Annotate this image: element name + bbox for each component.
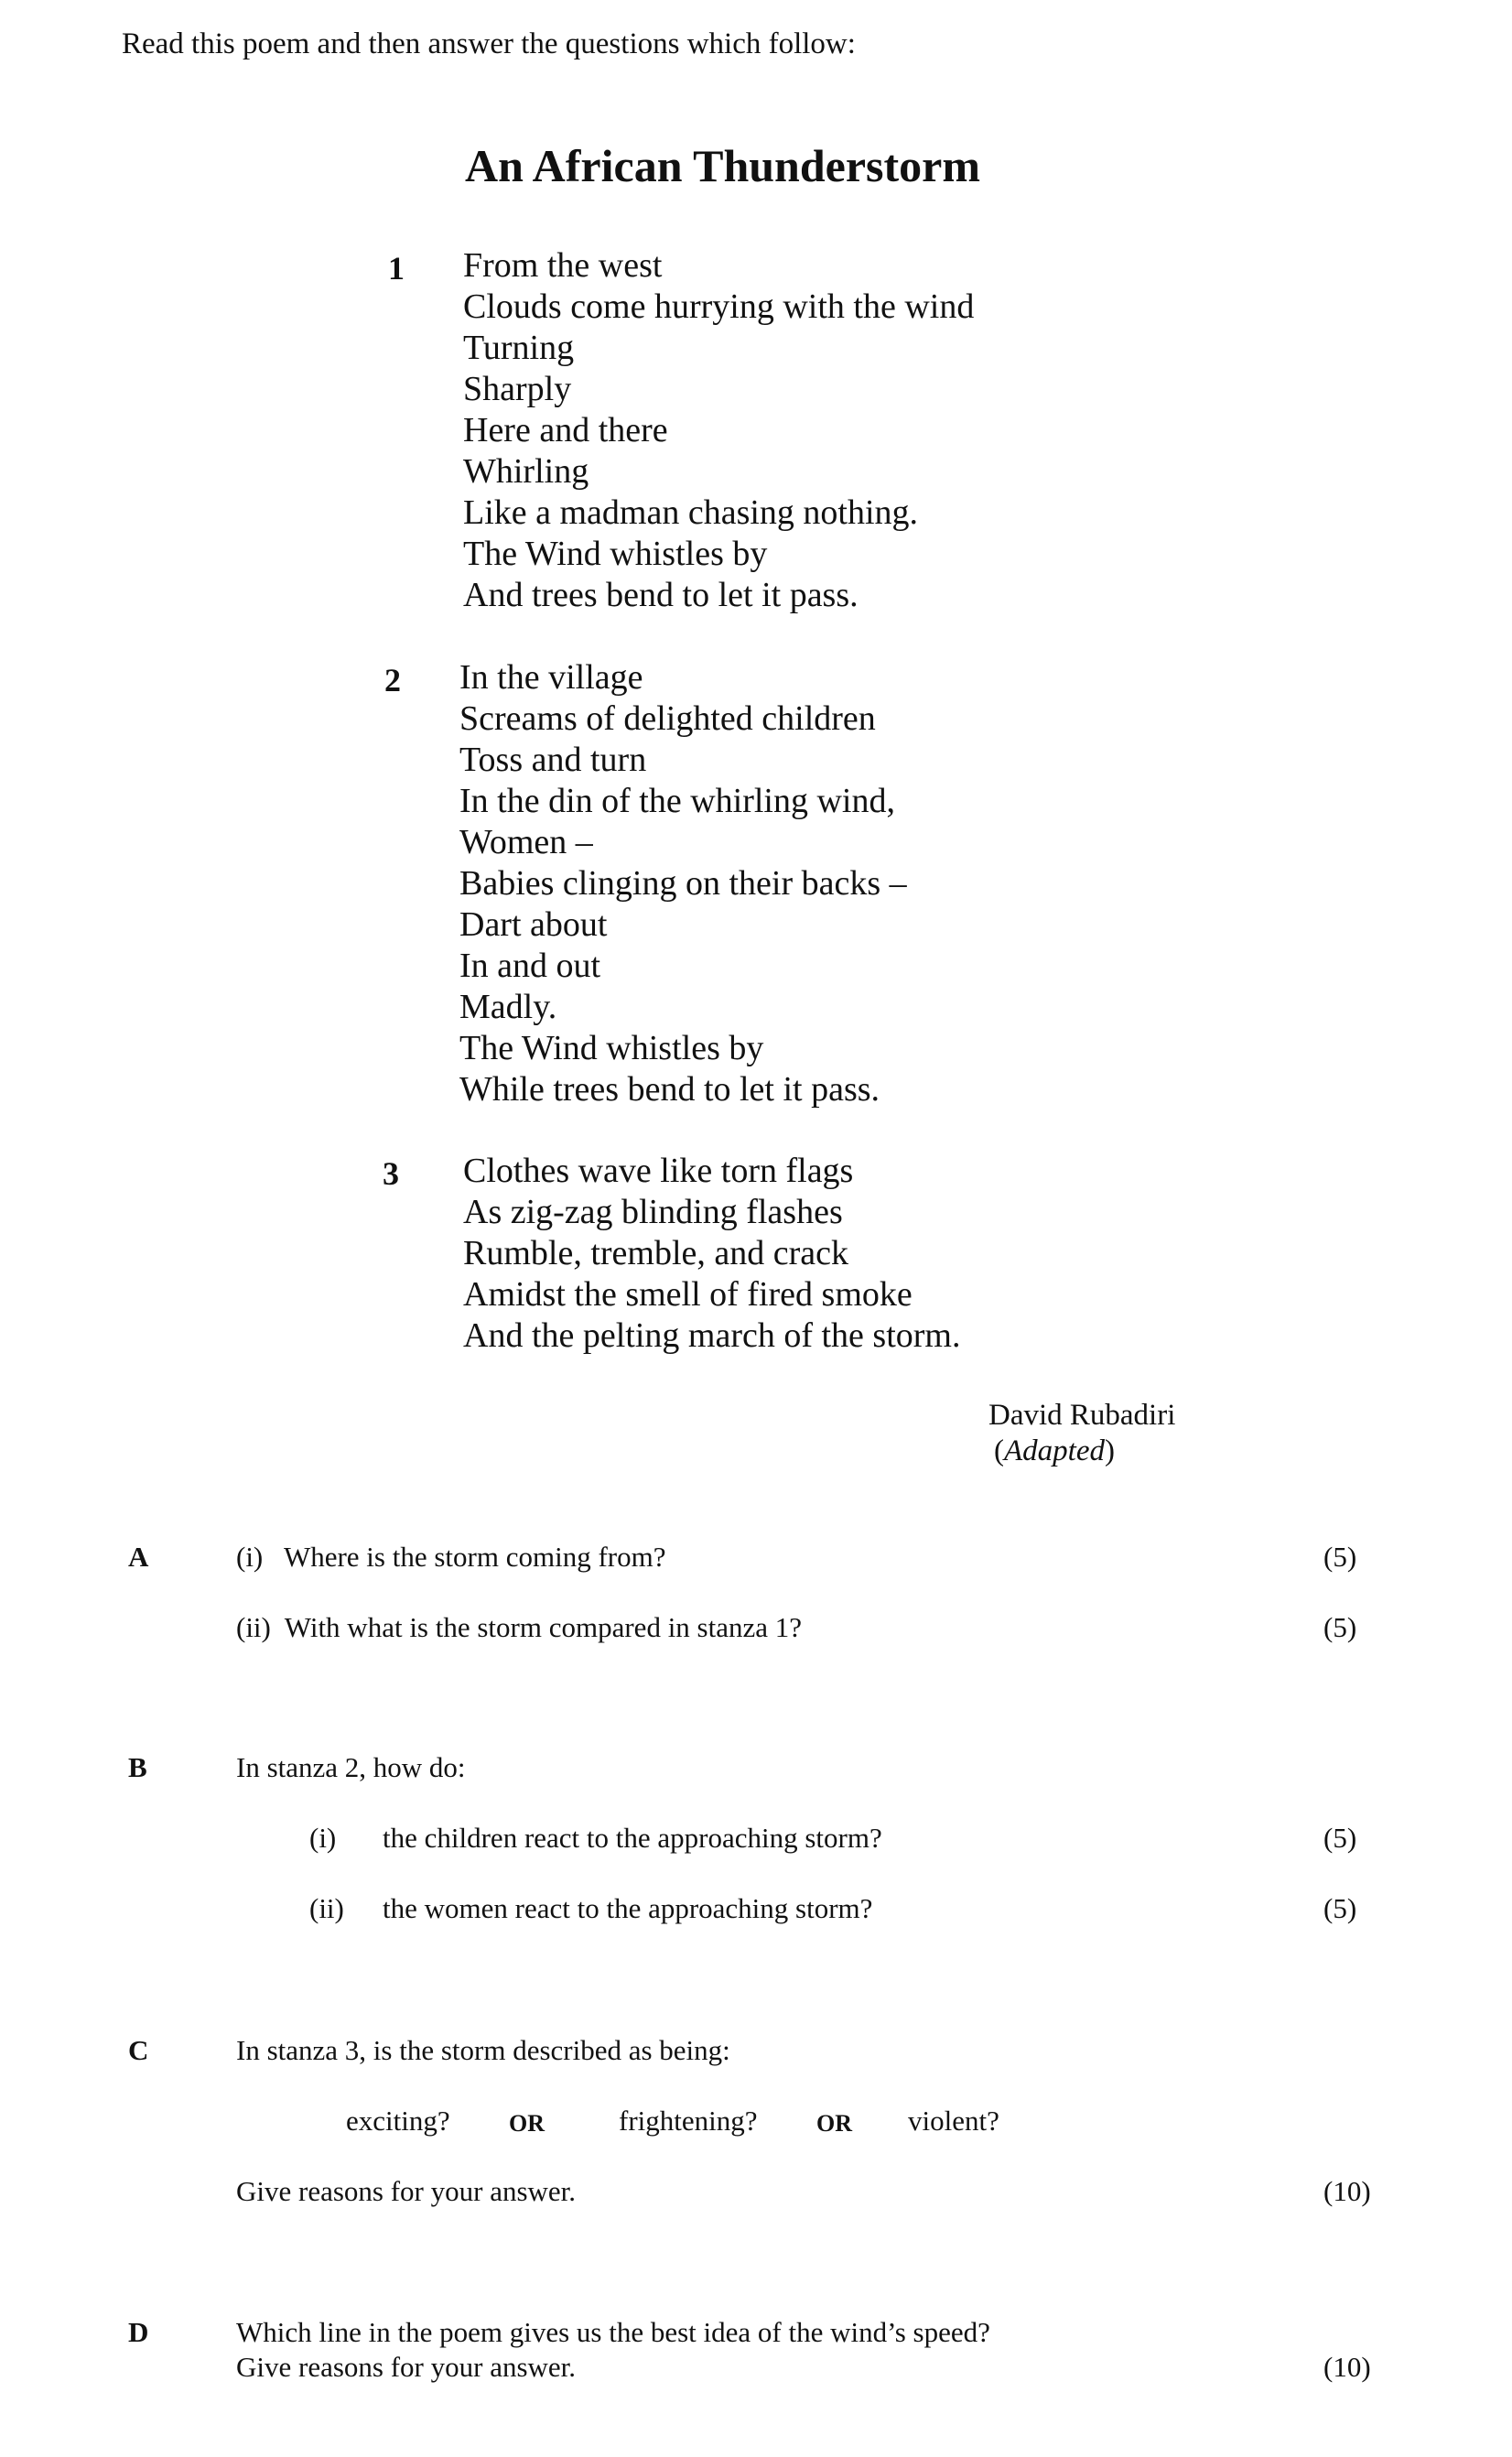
question-d-line1: Which line in the poem gives us the best idea of the wind’s speed? <box>236 2316 990 2348</box>
poem-line: Like a madman chasing nothing. <box>463 493 919 532</box>
poem-line: Amidst the smell of fired smoke <box>463 1275 913 1314</box>
poem-line: While trees bend to let it pass. <box>459 1070 880 1109</box>
poem-line: As zig-zag blinding flashes <box>463 1193 843 1231</box>
stanza-3 <box>463 1151 961 1357</box>
poem-line: Sharply <box>463 370 572 408</box>
poem-line: Clothes wave like torn flags <box>463 1152 854 1190</box>
poem-line: In and out <box>459 947 601 985</box>
stanza-number-3: 3 <box>383 1155 399 1192</box>
question-d-letter: D <box>128 2316 149 2348</box>
question-b-ii: the women react to the approaching storm? <box>383 1892 873 1924</box>
question-c-marks: (10) <box>1323 2175 1371 2207</box>
poem-line: Madly. <box>459 988 557 1026</box>
question-a-ii: (ii) With what is the storm compared in stanza 1? <box>236 1611 803 1643</box>
poem-line: The Wind whistles by <box>463 535 768 573</box>
adapted-text: Adapted <box>1004 1434 1105 1467</box>
question-c-letter: C <box>128 2034 149 2066</box>
option-violent: violent? <box>908 2105 999 2137</box>
stanza-2 <box>459 657 907 1110</box>
question-b-ii-label: (ii) <box>309 1892 344 1924</box>
poem-line: And trees bend to let it pass. <box>463 576 859 614</box>
poem-line: Here and there <box>463 411 668 449</box>
question-b-i-label: (i) <box>309 1822 337 1854</box>
poem-line: Clouds come hurrying with the wind <box>463 287 975 326</box>
or-separator: OR <box>816 2110 852 2137</box>
adapted-close-paren: ) <box>1104 1434 1115 1467</box>
or-separator: OR <box>509 2110 545 2137</box>
poem-line: From the west <box>463 246 663 285</box>
question-a-i: (i) Where is the storm coming from? <box>236 1541 666 1573</box>
question-a-letter: A <box>128 1541 149 1573</box>
poem-line: Turning <box>463 329 575 367</box>
poem-line: Screams of delighted children <box>459 699 876 738</box>
poem-line: The Wind whistles by <box>459 1029 764 1067</box>
poem-title: An African Thunderstorm <box>465 140 981 191</box>
adapted-open-paren: ( <box>994 1434 1004 1467</box>
question-a-ii-marks: (5) <box>1323 1611 1357 1643</box>
question-d-line2: Give reasons for your answer. <box>236 2351 577 2383</box>
instructions: Read this poem and then answer the questions which follow: <box>122 27 856 60</box>
stanza-number-1: 1 <box>388 250 405 287</box>
stanza-1 <box>463 245 974 616</box>
option-frightening: frightening? <box>619 2105 758 2137</box>
poem-line: Babies clinging on their backs – <box>459 864 907 903</box>
question-a-i-marks: (5) <box>1323 1541 1357 1573</box>
question-b-i: the children react to the approaching storm? <box>383 1822 882 1854</box>
poem-line: Toss and turn <box>459 741 647 779</box>
question-b-i-marks: (5) <box>1323 1822 1357 1854</box>
poem-line: In the din of the whirling wind, <box>459 782 895 820</box>
poem-adapted-note <box>994 1434 1115 1468</box>
poem-line: Whirling <box>463 452 589 491</box>
poem-line: And the pelting march of the storm. <box>463 1316 961 1355</box>
poem-line: Rumble, tremble, and crack <box>463 1234 849 1272</box>
stanza-number-2: 2 <box>384 662 401 698</box>
question-c-intro: In stanza 3, is the storm described as being: <box>236 2034 730 2066</box>
poem-author: David Rubadiri <box>988 1399 1176 1432</box>
question-b-letter: B <box>128 1751 147 1783</box>
question-b-ii-marks: (5) <box>1323 1892 1357 1924</box>
question-c-reasons: Give reasons for your answer. <box>236 2175 577 2207</box>
option-exciting: exciting? <box>346 2105 450 2137</box>
question-b-intro: In stanza 2, how do: <box>236 1751 466 1783</box>
question-d-marks: (10) <box>1323 2351 1371 2383</box>
poem-line: Women – <box>459 823 593 861</box>
poem-line: In the village <box>459 658 643 697</box>
poem-line: Dart about <box>459 905 608 944</box>
